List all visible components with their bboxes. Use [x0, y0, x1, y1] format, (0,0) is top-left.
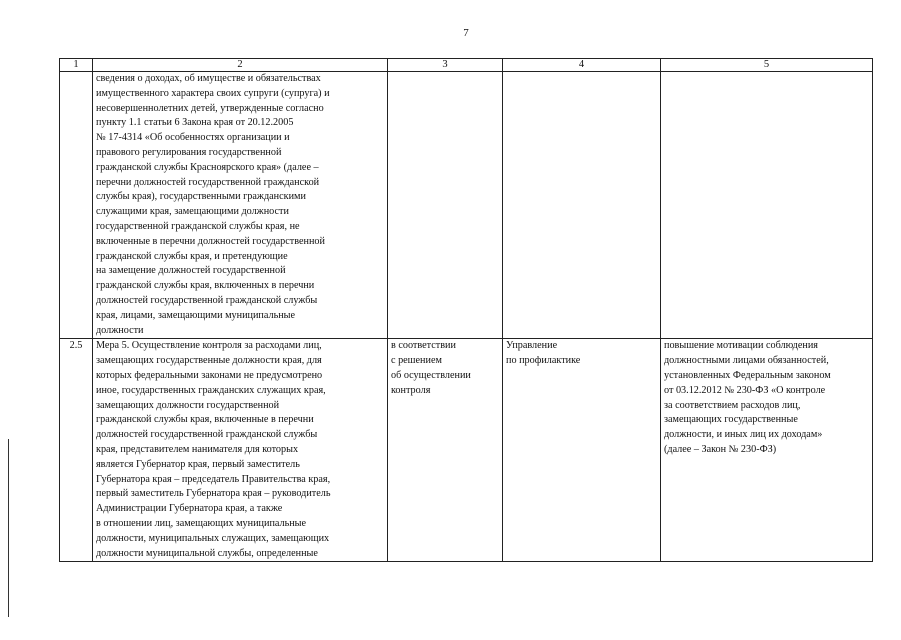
executor-cell [503, 339, 661, 562]
result-cell [661, 72, 873, 339]
cell-text-line: от 03.12.2012 № 230-ФЗ «О контроле [664, 384, 826, 396]
cell-text-line: пункту 1.1 статьи 6 Закона края от 20.12.2005 [96, 117, 294, 129]
cell-text-line: служащими края, замещающими должности [96, 206, 289, 218]
cell-text-line: Администрации Губернатора края, а также [96, 503, 283, 515]
cell-text-line: иное, государственных гражданских служащих края, [96, 384, 326, 396]
cell-text-line: имущественного характера своих супруги (супруга) и [96, 87, 330, 99]
cell-text-line: должностными лицами обязанностей, [664, 355, 829, 367]
header-col-3: 3 [388, 59, 503, 72]
cell-text-line: Губернатора края – председатель Правительства края, [96, 473, 331, 485]
measure-cell [93, 339, 388, 562]
cell-text-line: в отношении лиц, замещающих муниципальные [96, 517, 307, 529]
margin-mark [8, 439, 9, 617]
cell-text-line: в соответствии [391, 340, 456, 352]
cell-text-line: первый заместитель Губернатора края – руководитель [96, 488, 331, 500]
row-number-cell: 2.5 [60, 339, 93, 562]
cell-text-line: гражданской службы Красноярского края» (далее – [96, 161, 319, 173]
cell-text-line: должностей государственной гражданской службы [96, 429, 318, 441]
cell-text-line: на замещение должностей государственной [96, 265, 286, 277]
cell-text-line: края, представителем нанимателя для которых [96, 443, 299, 455]
table-row [60, 339, 873, 562]
cell-text-line: гражданской службы края, и претендующие [96, 250, 288, 262]
header-col-5: 5 [661, 59, 873, 72]
cell-text-line: за соответствием расходов лиц, [664, 399, 801, 411]
cell-text-line: с решением [391, 355, 442, 367]
term-cell [388, 339, 503, 562]
cell-text-line: должности, и иных лиц их доходам» [664, 429, 823, 441]
cell-text-line: контроля [391, 384, 431, 396]
cell-text-line: замещающих государственные [664, 414, 798, 426]
cell-text-line: гражданской службы края, включенные в перечни [96, 414, 314, 426]
cell-text-line: гражданской службы края, включенных в перечни [96, 280, 315, 292]
row-number-cell [60, 72, 93, 339]
cell-text-line: по профилактике [506, 355, 581, 367]
cell-text-line: должностей государственной гражданской службы [96, 294, 318, 306]
header-row [60, 59, 873, 72]
cell-text-line: является Губернатор края, первый заместитель [96, 458, 300, 470]
cell-text-line: замещающих государственные должности края, для [96, 355, 322, 367]
cell-text-line: об осуществлении [391, 369, 471, 381]
cell-text-line: должности [96, 324, 144, 336]
cell-text-line: должности муниципальной службы, определенные [96, 547, 318, 559]
cell-text-line: службы края), государственными гражданскими [96, 191, 306, 203]
cell-text-line: № 17-4314 «Об особенностях организации и [96, 132, 290, 144]
cell-text-line: перечни должностей государственной гражданской [96, 176, 320, 188]
cell-text-line: государственной гражданской службы края, не [96, 220, 300, 232]
cell-text-line: должности, муниципальных служащих, замещающих [96, 532, 330, 544]
cell-text-line: несовершеннолетних детей, утвержденные согласно [96, 102, 324, 114]
cell-text-line: замещающих должности государственной [96, 399, 280, 411]
cell-text-line: включенные в перечни должностей государственной [96, 235, 325, 247]
cell-text-line: сведения о доходах, об имуществе и обязательствах [96, 73, 321, 84]
header-col-1: 1 [60, 59, 93, 72]
cell-text-line: Мера 5. Осуществление контроля за расходами лиц, [96, 340, 322, 352]
cell-text-line: правового регулирования государственной [96, 146, 282, 158]
result-cell [661, 339, 873, 562]
page-number: 7 [463, 27, 469, 39]
cell-text-line: повышение мотивации соблюдения [664, 340, 818, 352]
table-row [60, 72, 873, 339]
measures-table [59, 58, 873, 562]
cell-text-line: Управление [506, 340, 558, 352]
cell-text-line: (далее – Закон № 230-ФЗ) [664, 443, 777, 455]
cell-text-line: установленных Федеральным законом [664, 369, 831, 381]
cell-text-line: края, лицами, замещающими муниципальные [96, 309, 296, 321]
header-col-4: 4 [503, 59, 661, 72]
term-cell [388, 72, 503, 339]
executor-cell [503, 72, 661, 339]
measure-cell [93, 72, 388, 339]
header-col-2: 2 [93, 59, 388, 72]
cell-text-line: которых федеральными законами не предусмотрено [96, 369, 323, 381]
